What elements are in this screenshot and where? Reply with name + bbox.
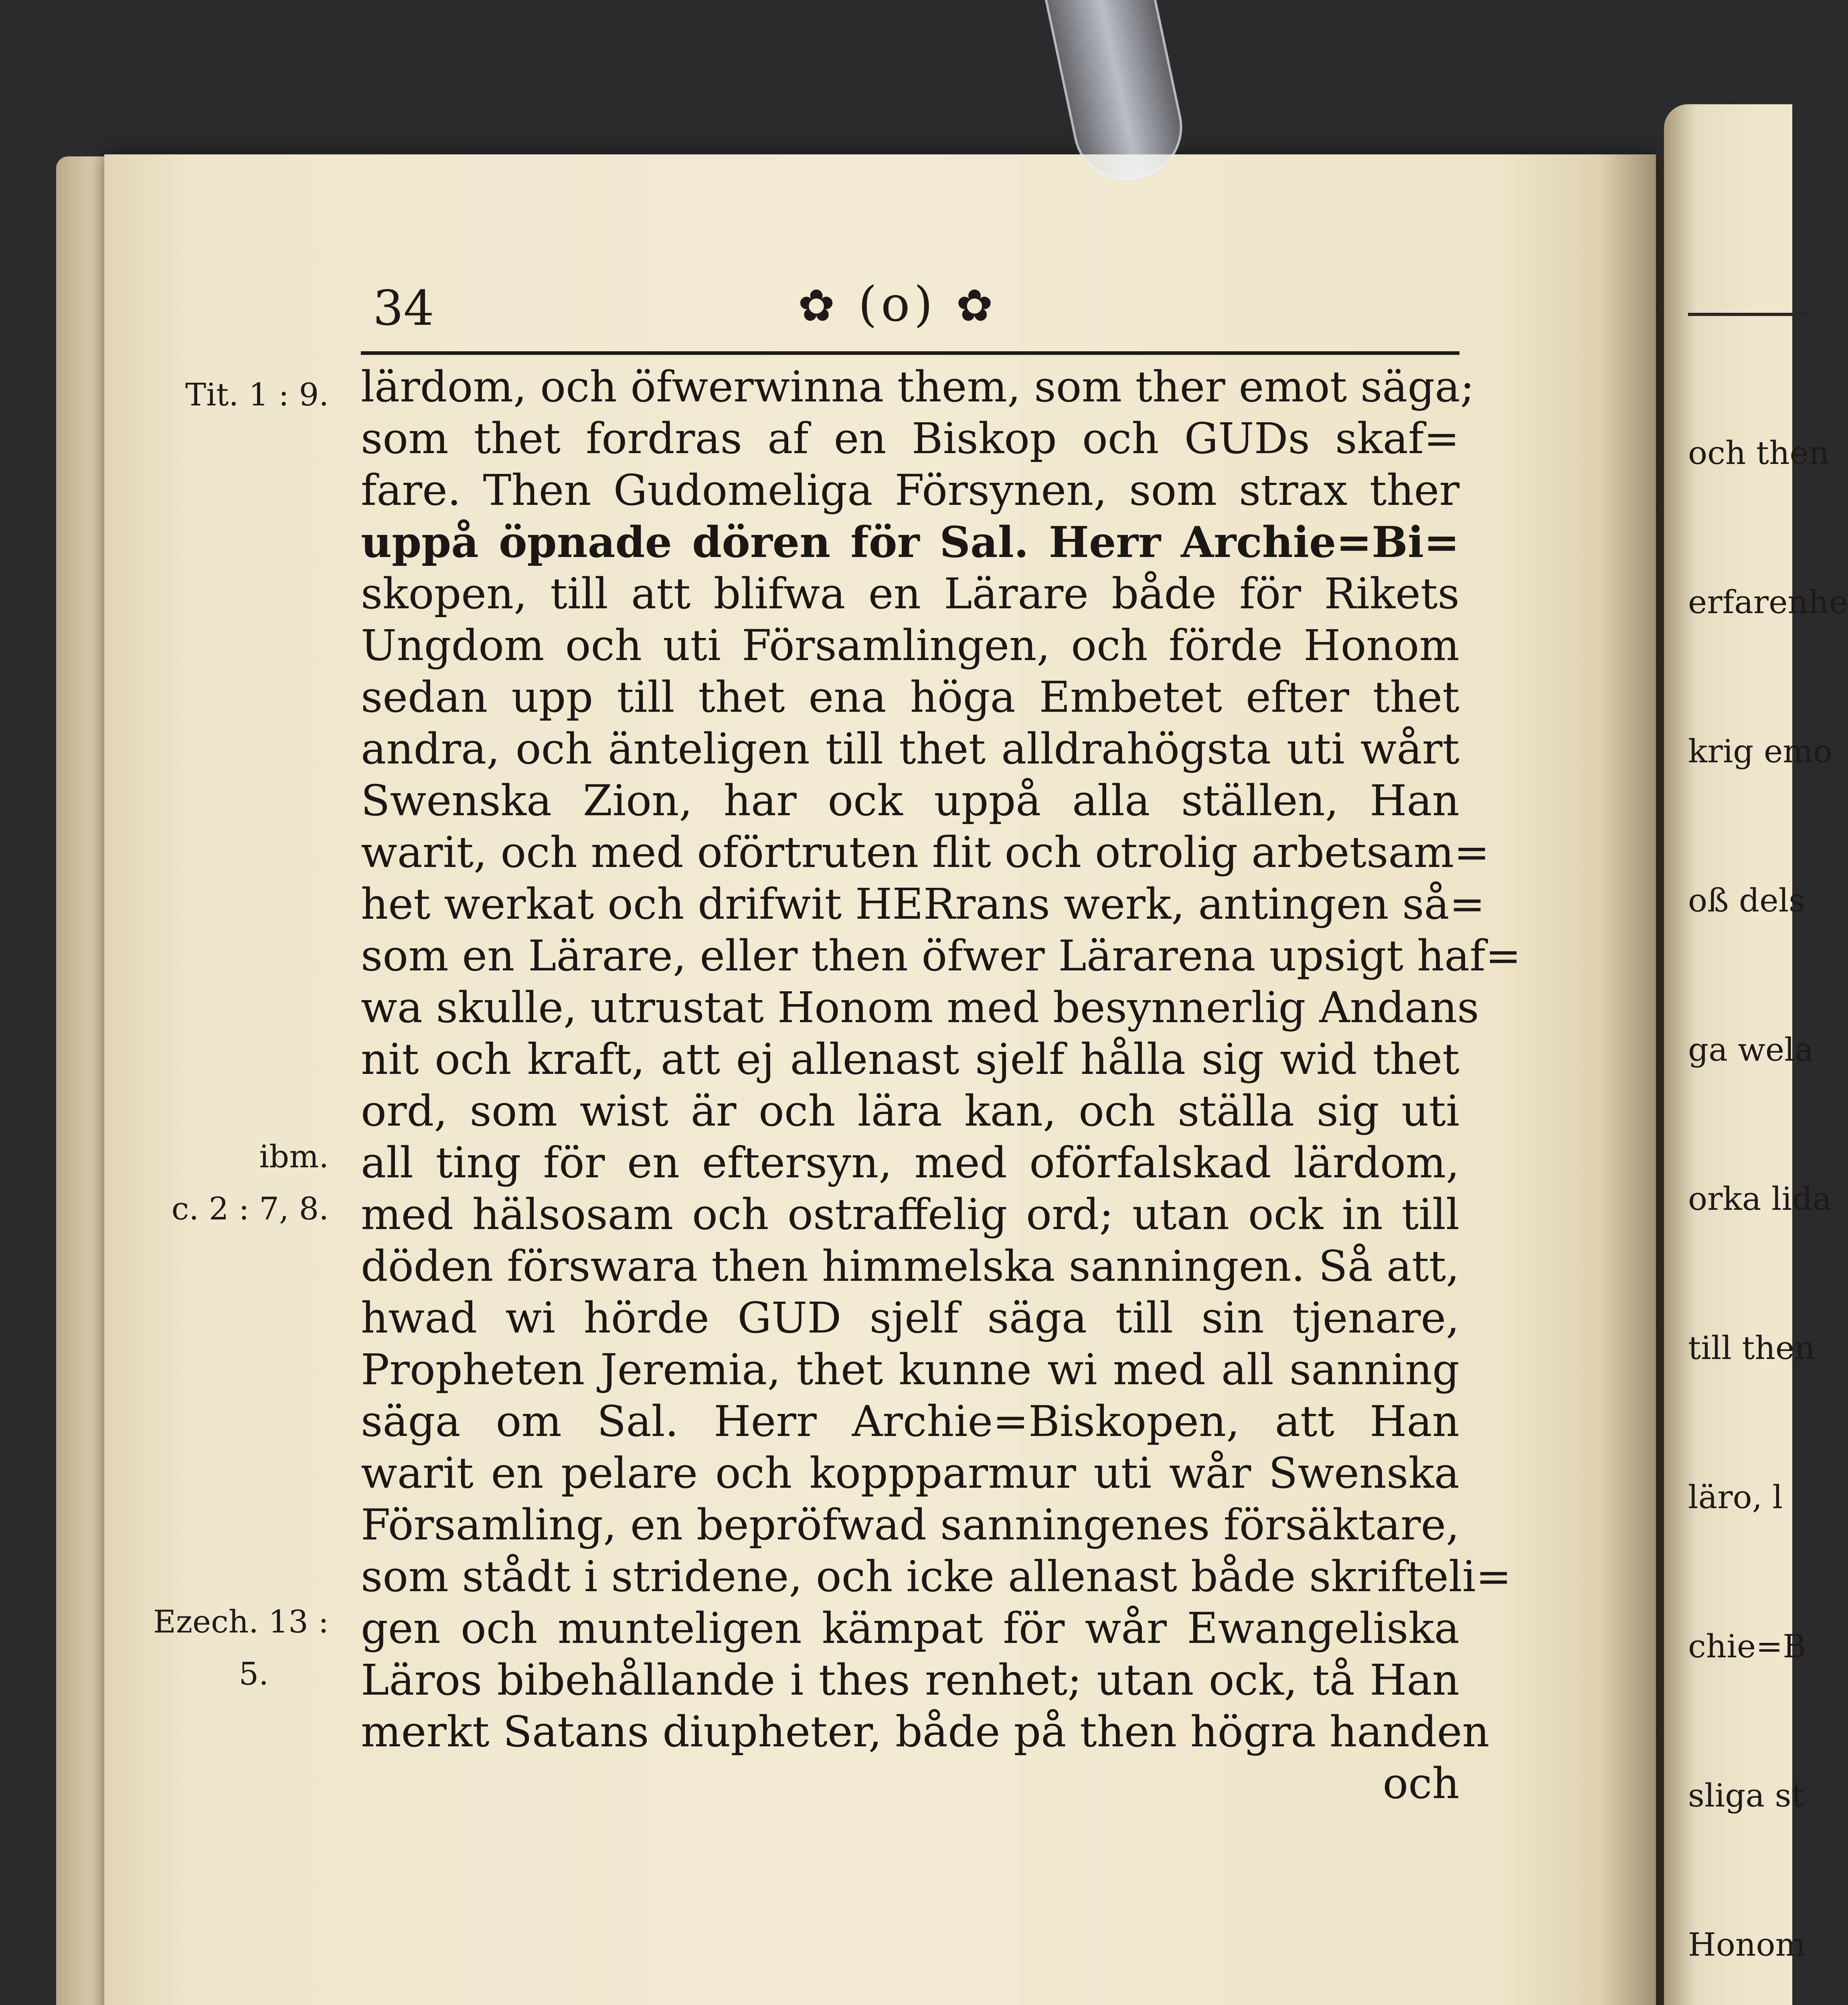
text-line: sedan upp till thet ena höga Embetet efter thet: [361, 672, 1459, 722]
text-line: säga om Sal. Herr Archie=Biskopen, att Han: [361, 1397, 1459, 1446]
margin-note: Tit. 1 : 9.: [185, 377, 329, 413]
catchword: och: [1382, 1759, 1459, 1808]
text-line: fare. Then Gudomeliga Försynen, som strax ther: [361, 466, 1459, 515]
facing-line: oß dels: [1688, 882, 1805, 919]
text-line: Församling, en bepröfwad sanningenes försäktare,: [361, 1500, 1459, 1549]
facing-line: krig emo: [1688, 733, 1833, 770]
margin-note: ibm.: [259, 1139, 329, 1175]
page-number: 34: [373, 281, 434, 336]
text-line: hwad wi hörde GUD sjelf säga till sin tjenare,: [361, 1293, 1459, 1343]
text-line: all ting för en eftersyn, med oförfalskad lärdom,: [361, 1138, 1459, 1187]
facing-line: Honom: [1688, 1926, 1806, 1963]
text-line: warit en pelare och koppparmur uti wår Swenska: [361, 1448, 1459, 1498]
flourish-right-icon: ✿: [956, 280, 997, 331]
text-line: ord, som wist är och lära kan, och ställa sig uti: [361, 1086, 1459, 1136]
text-line: som thet fordras af en Biskop och GUDs skaf=: [361, 414, 1459, 463]
facing-line: och then: [1688, 434, 1830, 472]
text-line: Ungdom och uti Församlingen, och förde Honom: [361, 621, 1459, 670]
body-text: [361, 361, 1521, 1809]
text-line: skopen, till att blifwa en Lärare både för Rikets: [361, 569, 1459, 618]
facing-line: till then: [1688, 1329, 1815, 1367]
facing-line: chie=B: [1688, 1628, 1807, 1665]
text-line: Läros bibehållande i thes renhet; utan ock, tå Han: [361, 1655, 1459, 1705]
text-line: som stådt i stridene, och icke allenast både skrifteli=: [361, 1552, 1512, 1601]
text-line: som en Lärare, eller then öfwer Lärarena upsigt haf=: [361, 931, 1521, 980]
facing-line: ga wela: [1688, 1031, 1814, 1068]
flourish-left-icon: ✿: [798, 280, 839, 331]
text-line: gen och munteligen kämpat för wår Ewangeliska: [361, 1604, 1459, 1653]
header-ornament: [798, 277, 997, 332]
text-line: merkt Satans diupheter, både på then högra handen: [361, 1707, 1490, 1756]
text-line: het werkat och drifwit HERrans werk, antingen så=: [361, 879, 1485, 929]
text-line: lärdom, och öfwerwinna them, som ther emot säga;: [361, 362, 1475, 411]
text-line: döden förswara then himmelska sanningen. Så att,: [361, 1241, 1459, 1291]
facing-line: orka lida: [1688, 1180, 1832, 1217]
facing-line: erfarenhe: [1688, 583, 1848, 621]
text-line: wa skulle, utrustat Honom med besynnerlig Andans: [361, 983, 1479, 1032]
text-line: warit, och med oförtruten flit och otrolig arbetsam=: [361, 828, 1490, 877]
margin-note: Ezech. 13 :: [153, 1604, 329, 1640]
margin-note: 5.: [239, 1656, 269, 1692]
header-center-mark: (o): [858, 277, 937, 332]
text-line: nit och kraft, att ej allenast sjelf hålla sig wid thet: [361, 1035, 1459, 1084]
facing-page-header-rule: [1688, 313, 1808, 316]
text-line: Swenska Zion, har ock uppå alla ställen, Han: [361, 776, 1459, 825]
text-line: Propheten Jeremia, thet kunne wi med all sanning: [361, 1345, 1459, 1394]
text-line: andra, och änteligen till thet alldrahögsta uti wårt: [361, 724, 1459, 774]
facing-page-text: [1688, 329, 1848, 2005]
facing-line: läro, l: [1688, 1478, 1783, 1516]
gutter-shadow: [1600, 154, 1672, 2005]
text-line: med hälsosam och ostraffelig ord; utan ock in till: [361, 1190, 1459, 1239]
facing-line: sliga st: [1688, 1777, 1804, 1814]
header-rule: [361, 351, 1459, 355]
facing-page: [1664, 104, 1848, 2005]
text-line: uppå öpnade dören för Sal. Herr Archie=Bi=: [361, 517, 1459, 567]
margin-note: c. 2 : 7, 8.: [171, 1191, 329, 1227]
